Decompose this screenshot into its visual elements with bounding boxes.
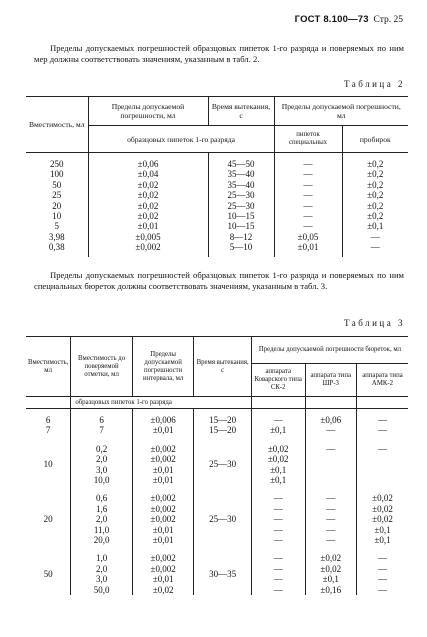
table-row bbox=[26, 242, 408, 256]
t3-amk2: — bbox=[356, 409, 408, 426]
table-row bbox=[26, 232, 408, 242]
t2-special: ±0,05 bbox=[274, 232, 342, 242]
t3-time: 25—30 bbox=[194, 485, 252, 545]
t3-interval: ±0,01 bbox=[132, 535, 194, 545]
table-row bbox=[26, 425, 408, 435]
t3-shr3: ±0,1 bbox=[305, 574, 356, 584]
t3-interval: ±0,002 bbox=[132, 545, 194, 563]
t3-mark: 1,6 bbox=[71, 504, 133, 514]
t3-mark: 10,0 bbox=[71, 475, 133, 485]
t2-tubes: ±0,2 bbox=[342, 180, 408, 190]
t3-amk2: — bbox=[356, 436, 408, 454]
t3-shr3: — bbox=[305, 436, 356, 454]
t3-shr3: — bbox=[305, 485, 356, 503]
t2-time: 25—30 bbox=[208, 201, 274, 211]
t3-shr3: — bbox=[305, 514, 356, 524]
t3-h-interval: Пределы допускаемой погрешности интервала, мл bbox=[132, 337, 194, 397]
t3-h-ck2: аппарата Коварского типа СК-2 bbox=[251, 364, 305, 397]
t3-mark: 11,0 bbox=[71, 525, 133, 535]
t3-interval: ±0,002 bbox=[132, 504, 194, 514]
page-header bbox=[295, 14, 403, 25]
table-row bbox=[26, 545, 408, 563]
t3-time: 30—35 bbox=[194, 545, 252, 595]
t3-amk2: — bbox=[356, 585, 408, 595]
t3-amk2: ±0,02 bbox=[356, 485, 408, 503]
t3-shr3: ±0,06 bbox=[305, 409, 356, 426]
t3-body bbox=[26, 409, 408, 596]
t2-special: — bbox=[274, 221, 342, 231]
t3-amk2: ±0,02 bbox=[356, 504, 408, 514]
t2-error: ±0,02 bbox=[88, 201, 208, 211]
t2-error: ±0,01 bbox=[88, 221, 208, 231]
t2-time: 5—10 bbox=[208, 242, 274, 256]
t3-shr3 bbox=[305, 475, 356, 485]
t2-error: ±0,002 bbox=[88, 242, 208, 256]
t2-tubes: — bbox=[342, 242, 408, 256]
t3-mark: 7 bbox=[71, 425, 133, 435]
t3-amk2: — bbox=[356, 425, 408, 435]
t2-capacity: 10 bbox=[52, 211, 62, 222]
t3-interval: ±0,002 bbox=[132, 454, 194, 464]
t3-mark: 6 bbox=[71, 409, 133, 426]
t3-ck2: — bbox=[251, 514, 305, 524]
t3-interval: ±0,002 bbox=[132, 436, 194, 454]
t3-capacity: 50 bbox=[43, 569, 53, 580]
table-row bbox=[26, 153, 408, 170]
t3-shr3: ±0,02 bbox=[305, 545, 356, 563]
t3-amk2 bbox=[356, 465, 408, 475]
t3-mark: 2,0 bbox=[71, 514, 133, 524]
t2-capacity: 100 bbox=[50, 169, 64, 180]
t2-time: 35—40 bbox=[208, 180, 274, 190]
t3-amk2 bbox=[356, 475, 408, 485]
t2-special: — bbox=[274, 180, 342, 190]
t3-amk2: — bbox=[356, 564, 408, 574]
t2-error: ±0,06 bbox=[88, 153, 208, 170]
t3-interval: ±0,01 bbox=[132, 574, 194, 584]
t3-amk2: ±0,1 bbox=[356, 525, 408, 535]
t3-ck2: — bbox=[251, 535, 305, 545]
t2-special: — bbox=[274, 169, 342, 179]
t3-mark: 3,0 bbox=[71, 574, 133, 584]
t3-mark: 20,0 bbox=[71, 535, 133, 545]
t2-tubes: — bbox=[342, 232, 408, 242]
t2-error: ±0,02 bbox=[88, 180, 208, 190]
t2-capacity: 250 bbox=[50, 159, 64, 169]
t2-capacity: 50 bbox=[52, 179, 62, 190]
t3-interval: ±0,01 bbox=[132, 525, 194, 535]
t3-mark: 50,0 bbox=[71, 585, 133, 595]
t3-ck2: — bbox=[251, 485, 305, 503]
t2-time: 35—40 bbox=[208, 169, 274, 179]
t2-h-error: Пределы допускаемой погрешности, мл bbox=[88, 97, 208, 126]
t2-capacity: 3,98 bbox=[48, 231, 65, 242]
t3-ck2: — bbox=[251, 574, 305, 584]
t3-shr3: — bbox=[305, 504, 356, 514]
t2-time: 10—15 bbox=[208, 211, 274, 221]
t2-capacity: 0,38 bbox=[48, 242, 65, 253]
t2-error: ±0,02 bbox=[88, 211, 208, 221]
t3-amk2: ±0,1 bbox=[356, 535, 408, 545]
t3-ck2: — bbox=[251, 409, 305, 426]
page-number: Стр. 25 bbox=[373, 15, 403, 25]
t3-mark: 0,6 bbox=[71, 485, 133, 503]
t3-shr3: — bbox=[305, 525, 356, 535]
t3-interval: ±0,006 bbox=[132, 409, 194, 426]
t3-h-group: Пределы допускаемой погрешности бюреток, мл bbox=[251, 337, 408, 364]
table2-caption: Таблица 2 bbox=[344, 79, 405, 89]
t3-interval: ±0,01 bbox=[132, 425, 194, 435]
t2-tubes: ±0,2 bbox=[342, 153, 408, 170]
t2-tubes: ±0,2 bbox=[342, 211, 408, 221]
t2-h-capacity: Вместимость, мл bbox=[26, 97, 88, 153]
t3-ck2: ±0,1 bbox=[251, 465, 305, 475]
table-row bbox=[26, 201, 408, 211]
t3-ck2: — bbox=[251, 585, 305, 595]
t3-h-mark: Вместимость до поверяемой отметки, мл bbox=[71, 337, 133, 397]
t2-h-sub-pipette: образцовых пипеток 1-го разряда bbox=[88, 126, 274, 153]
t3-ck2: — bbox=[251, 525, 305, 535]
t3-time: 25—30 bbox=[194, 436, 252, 486]
t2-h-time: Время вытекания, с bbox=[208, 97, 274, 126]
t3-mark: 0,2 bbox=[71, 436, 133, 454]
t2-tubes: ±0,1 bbox=[342, 221, 408, 231]
t3-shr3: — bbox=[305, 425, 356, 435]
table-row bbox=[26, 436, 408, 454]
t3-interval: ±0,002 bbox=[132, 564, 194, 574]
table-row bbox=[26, 190, 408, 200]
t2-time: 10—15 bbox=[208, 221, 274, 231]
standard-number: ГОСТ 8.100—73 bbox=[294, 14, 369, 25]
t2-time: 45—50 bbox=[208, 153, 274, 170]
t3-interval: ±0,002 bbox=[132, 514, 194, 524]
t2-body bbox=[26, 153, 408, 257]
t3-capacity: 7 bbox=[45, 425, 51, 436]
t3-h-amk2: аппарата типа АМК-2 bbox=[356, 364, 408, 397]
t2-error: ±0,005 bbox=[88, 232, 208, 242]
t3-ck2: — bbox=[251, 504, 305, 514]
table-row bbox=[26, 180, 408, 190]
table-row bbox=[26, 409, 408, 426]
t2-special: — bbox=[274, 201, 342, 211]
t3-ck2: — bbox=[251, 564, 305, 574]
t3-time: 15—20 bbox=[194, 425, 252, 435]
t3-amk2: ±0,02 bbox=[356, 514, 408, 524]
t3-ck2: ±0,1 bbox=[251, 475, 305, 485]
table-3 bbox=[26, 336, 408, 595]
table-2 bbox=[26, 96, 408, 257]
t3-ck2: — bbox=[251, 545, 305, 563]
t3-capacity: 10 bbox=[43, 459, 53, 470]
t3-time: 15—20 bbox=[194, 409, 252, 426]
t3-h-sub: образцовых пипеток 1-го разряда bbox=[71, 397, 252, 409]
t2-h-sub-special: пипеток специальных bbox=[274, 126, 342, 153]
t2-tubes: ±0,2 bbox=[342, 169, 408, 179]
t3-ck2: ±0,02 bbox=[251, 454, 305, 464]
t3-h-time: Время вытекания, с bbox=[194, 337, 252, 397]
t3-ck2: ±0,02 bbox=[251, 436, 305, 454]
t3-interval: ±0,002 bbox=[132, 485, 194, 503]
t2-special: — bbox=[274, 153, 342, 170]
table-row bbox=[26, 211, 408, 221]
t3-capacity: 20 bbox=[43, 514, 53, 525]
t3-mark: 1,0 bbox=[71, 545, 133, 563]
t3-mark: 2,0 bbox=[71, 564, 133, 574]
table3-caption: Таблица 3 bbox=[344, 318, 405, 328]
t3-h-shr3: аппарата типа ШР-3 bbox=[305, 364, 356, 397]
table-row bbox=[26, 221, 408, 231]
t2-capacity: 25 bbox=[52, 190, 62, 201]
t2-error: ±0,02 bbox=[88, 190, 208, 200]
t3-amk2 bbox=[356, 454, 408, 464]
t3-mark: 2,0 bbox=[71, 454, 133, 464]
t2-tubes: ±0,2 bbox=[342, 201, 408, 211]
paragraph-1: Пределы допускаемых погрешностей образцовых пипеток 1-го разряда и поверяемых по ним мер должны соответствовать значениям, указанным в табл. 2. bbox=[34, 43, 404, 65]
t3-interval: ±0,02 bbox=[132, 585, 194, 595]
t2-special: ±0,01 bbox=[274, 242, 342, 256]
t2-h-sub-tubes: пробирок bbox=[342, 126, 408, 153]
t3-mark: 3,0 bbox=[71, 465, 133, 475]
t3-shr3: ±0,16 bbox=[305, 585, 356, 595]
t2-capacity: 20 bbox=[52, 200, 62, 211]
t2-capacity: 5 bbox=[54, 221, 59, 232]
t3-amk2: — bbox=[356, 574, 408, 584]
t3-h-capacity: Вместимость, мл bbox=[28, 358, 69, 374]
t3-ck2: ±0,1 bbox=[251, 425, 305, 435]
t3-shr3 bbox=[305, 454, 356, 464]
t2-tubes: ±0,2 bbox=[342, 190, 408, 200]
t3-shr3: ±0,02 bbox=[305, 564, 356, 574]
t3-capacity: 6 bbox=[45, 415, 51, 425]
t2-error: ±0,04 bbox=[88, 169, 208, 179]
t2-h-group: Пределы допускаемой погрешности, мл bbox=[274, 97, 408, 126]
t2-time: 25—30 bbox=[208, 190, 274, 200]
table-row bbox=[26, 485, 408, 503]
t3-shr3 bbox=[305, 465, 356, 475]
t2-special: — bbox=[274, 211, 342, 221]
t3-shr3: — bbox=[305, 535, 356, 545]
table-row bbox=[26, 169, 408, 179]
t2-special: — bbox=[274, 190, 342, 200]
t2-time: 8—12 bbox=[208, 232, 274, 242]
t3-interval: ±0,01 bbox=[132, 475, 194, 485]
t3-interval: ±0,01 bbox=[132, 465, 194, 475]
t3-amk2: — bbox=[356, 545, 408, 563]
paragraph-2: Пределы допускаемых погрешностей образцовых пипеток 1-го разряда и поверяемых по ним специальных бюреток должны соответствовать значениям, указанным в табл. 3. bbox=[34, 270, 404, 292]
